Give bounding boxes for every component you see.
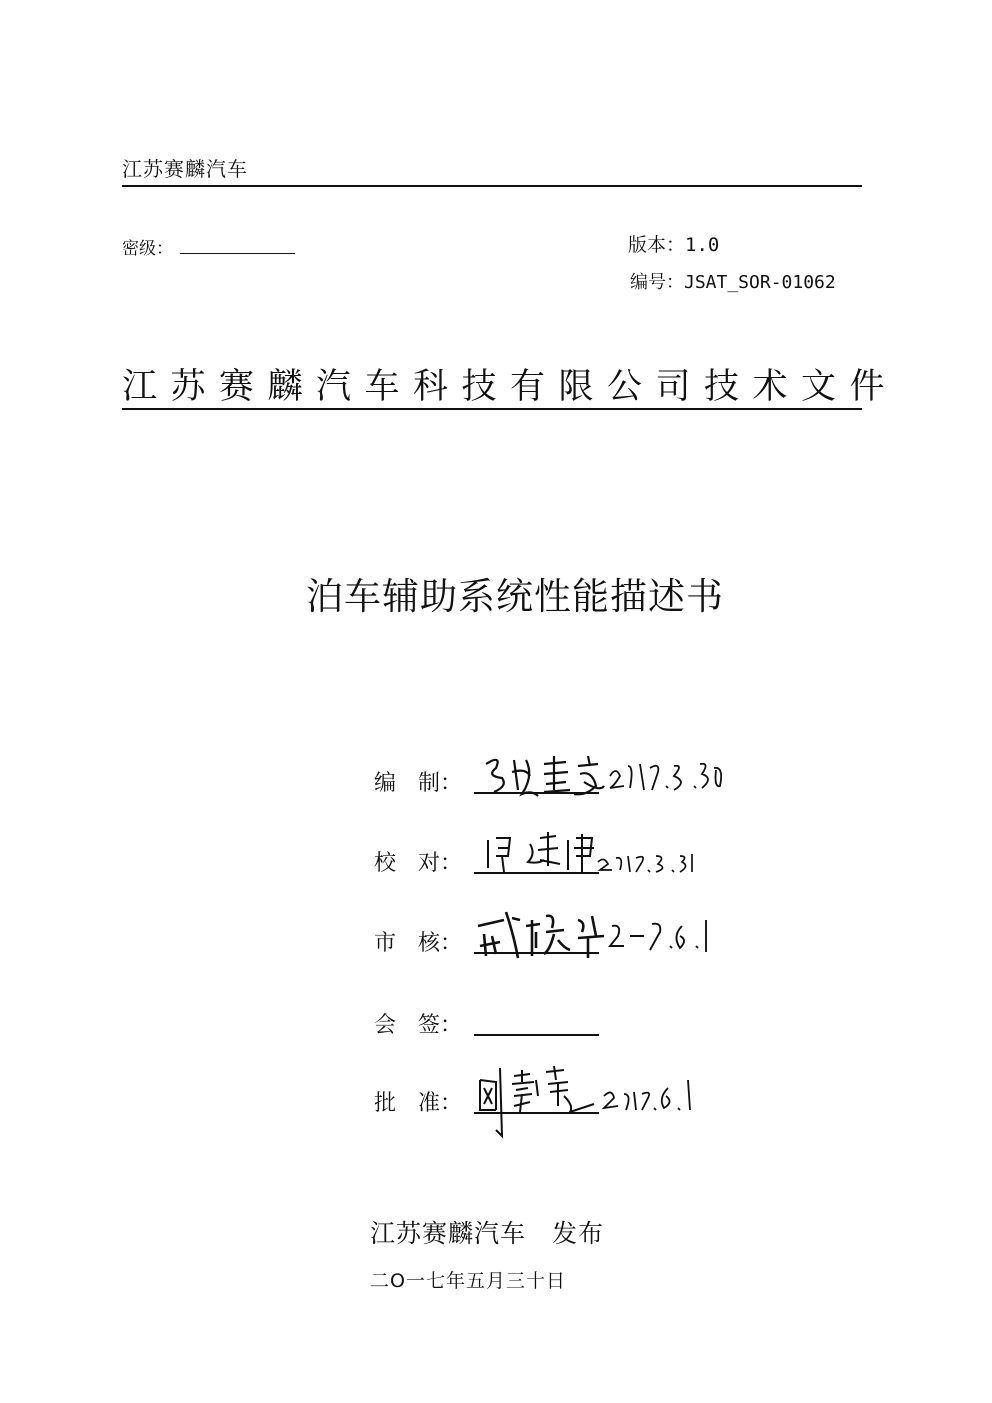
- header-company: 江苏赛麟汽车: [122, 157, 248, 181]
- signature-label: 会 签：: [374, 1013, 463, 1038]
- secret-level-line: [180, 253, 295, 254]
- handwritten-signature-icon: [474, 826, 774, 886]
- corporate-document-title: 江苏赛麟汽车科技有限公司技术文件: [122, 366, 862, 410]
- document-title: 泊车辅助系统性能描述书: [306, 575, 724, 618]
- handwritten-signature-icon: [474, 906, 774, 966]
- signature-row-countersign: [374, 998, 794, 1048]
- handwritten-signature-icon: [474, 746, 774, 806]
- signature-row-review: [374, 916, 794, 966]
- signature-label: 编 制：: [374, 771, 463, 796]
- signature-row-approve: [374, 1076, 794, 1126]
- signature-line: [474, 1034, 599, 1036]
- signature-row-proofread: [374, 836, 794, 886]
- version-number: 版本：1.0: [628, 234, 720, 256]
- signature-label: 校 对：: [374, 851, 463, 876]
- publish-date: 二O一七年五月三十日: [370, 1270, 566, 1292]
- handwritten-signature-icon: [474, 1066, 774, 1146]
- signature-label: 批 准：: [374, 1091, 463, 1116]
- header-rule: [122, 185, 862, 187]
- publisher-line: 江苏赛麟汽车 发布: [370, 1219, 605, 1248]
- document-number: 编号：JSAT_SOR-01062: [630, 272, 836, 293]
- signature-label: 市 核：: [374, 931, 463, 956]
- secret-level-label: 密级：: [122, 239, 173, 259]
- signature-row-compile: [374, 756, 794, 806]
